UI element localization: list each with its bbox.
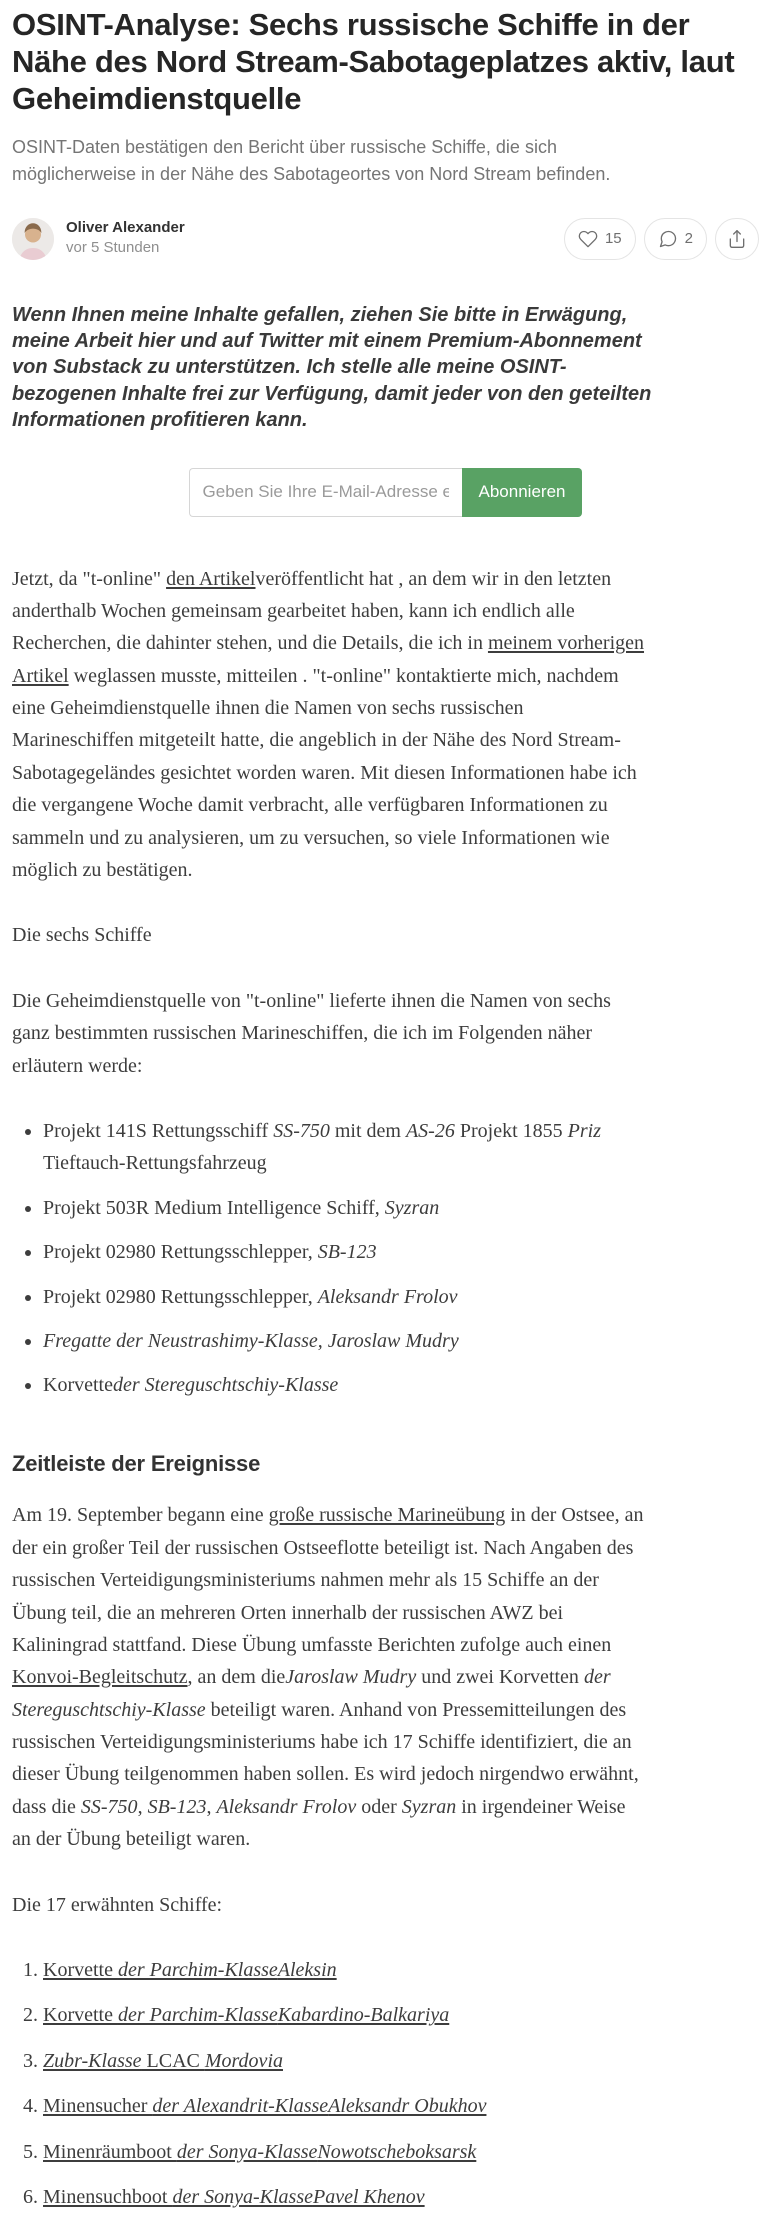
text-segment: mit dem	[329, 1119, 406, 1142]
text-segment: veröffentlicht hat , an dem wir in den letzten anderthalb Wochen gemeinsam gearbeitet haben, kann ich endlich alle Recherchen, die dahinter stehen, und die Details, die ich in	[12, 567, 612, 655]
text-segment: oder	[356, 1795, 402, 1818]
text-segment: der Stereguschtschiy-Klasse	[112, 1374, 339, 1397]
text-segment: Priz	[567, 1119, 601, 1142]
inline-link[interactable]: der Parchim-Klasse	[117, 1959, 278, 1982]
email-input[interactable]	[189, 468, 462, 517]
text-segment: Jaroslaw Mudry	[285, 1666, 417, 1689]
text-segment: SB-123	[317, 1241, 377, 1264]
list-item	[43, 2136, 644, 2168]
author-meta	[66, 219, 185, 258]
text-segment: ,	[137, 1795, 148, 1818]
inline-link[interactable]: große russische Marineübung	[268, 1504, 506, 1527]
text-segment: Aleksandr Frolov	[317, 1285, 458, 1308]
intro-paragraph	[12, 563, 644, 887]
source-paragraph: Die Geheimdienstquelle von "t-online" lieferte ihnen die Namen von sechs ganz bestimmten russischen Marineschiffen, die ich im Folgenden näher erläutern werde:	[12, 989, 611, 1077]
text-segment: ,	[206, 1795, 217, 1818]
inline-link[interactable]: der Alexandrit-Klasse	[152, 2095, 329, 2118]
speech-bubble-icon	[658, 229, 678, 249]
text-segment: Projekt 141S Rettungsschiff	[43, 1119, 274, 1142]
text-segment: Am 19. September begann eine	[12, 1504, 269, 1527]
text-segment: Korvette	[43, 1374, 113, 1397]
text-segment: beteiligt waren. Anhand von Pressemitteilungen des russischen Verteidigungsministeriums habe ich 17 Schiffe identifiziert, die an dieser Übung teilgenommen haben sollen. Es wird jedoch nirgendwo erwähnt, dass die	[12, 1698, 639, 1818]
inline-link[interactable]: Pavel Khenov	[312, 2185, 425, 2208]
comment-button[interactable]	[644, 218, 707, 260]
list-item	[43, 1281, 644, 1313]
text-segment: , an dem die	[187, 1666, 286, 1689]
subscribe-form	[12, 468, 759, 517]
text-segment: weglassen musste, mitteilen . "t-online" kontaktierte mich, nachdem eine Geheimdienstquelle ihnen die Namen von sechs russischen Marineschiffen mitgeteilt hatte, die angeblich in der Nähe des Nord Stream-Sabotagegeländes gesichtet worden waren. Mit diesen Informationen habe ich die vergangene Woche damit verbracht, alle verfügbaren Informationen zu sammeln und zu analysieren, um zu versuchen, so viele Informationen wie möglich zu bestätigen.	[12, 664, 637, 882]
text-segment: AS-26	[405, 1119, 455, 1142]
seventeen-ships-heading: Die 17 erwähnten Schiffe:	[12, 1893, 223, 1916]
inline-link[interactable]: Kabardino-Balkariya	[277, 2004, 450, 2027]
inline-link[interactable]: Zubr-Klasse	[43, 2049, 142, 2072]
seventeen-ships-list	[12, 1954, 644, 2213]
inline-link[interactable]: LCAC	[141, 2049, 205, 2072]
text-segment: in irgendeiner Weise an der Übung beteiligt waren.	[12, 1795, 626, 1851]
inline-link[interactable]: Korvette	[43, 2004, 118, 2027]
text-segment: Syzran	[384, 1196, 440, 1219]
inline-link[interactable]: den Artikel	[166, 567, 256, 590]
six-ships-heading: Die sechs Schiffe	[12, 924, 152, 947]
byline-row	[12, 218, 759, 260]
comment-count: 2	[684, 230, 693, 248]
support-promo-text: Wenn Ihnen meine Inhalte gefallen, ziehen Sie bitte in Erwägung, meine Arbeit hier und auf Twitter mit einem Premium-Abonnement von Substack zu unterstützen. Ich stelle alle meine OSINT-bezogenen Inhalte frei zur Verfügung, damit jeder von den geteilten Informationen profitieren kann.	[12, 303, 652, 432]
text-segment: SS-750	[273, 1119, 330, 1142]
text-segment: SB-123	[147, 1795, 207, 1818]
author-block[interactable]	[12, 218, 185, 260]
inline-link[interactable]: Aleksin	[277, 1959, 337, 1982]
post-timestamp: vor 5 Stunden	[66, 238, 160, 256]
post-actions	[564, 218, 759, 260]
inline-link[interactable]: Minensuchboot	[43, 2185, 173, 2208]
list-item	[43, 1325, 644, 1357]
text-segment: Tieftauch-Rettungsfahrzeug	[43, 1152, 267, 1175]
list-item	[43, 2045, 644, 2077]
inline-link[interactable]: Mordovia	[204, 2049, 283, 2072]
subscribe-button[interactable]: Abonnieren	[462, 468, 583, 517]
author-name[interactable]: Oliver Alexander	[66, 219, 185, 237]
inline-link[interactable]: meinem vorherigen Artikel	[12, 632, 645, 687]
text-segment: Projekt 503R Medium Intelligence Schiff,	[43, 1196, 385, 1219]
text-segment: Projekt 1855	[454, 1119, 568, 1142]
list-item	[43, 2090, 644, 2122]
inline-link[interactable]: der Parchim-Klasse	[117, 2004, 278, 2027]
inline-link[interactable]: Konvoi-Begleitschutz	[12, 1666, 188, 1689]
inline-link[interactable]: der Sonya-Klasse	[172, 2185, 313, 2208]
list-item	[43, 1369, 644, 1401]
inline-link[interactable]: Minensucher	[43, 2095, 153, 2118]
text-segment: Fregatte der Neustrashimy-Klasse, Jaroslaw Mudry	[43, 1329, 459, 1352]
avatar-photo	[12, 218, 54, 260]
inline-link[interactable]: Korvette	[43, 1959, 118, 1982]
text-segment: Aleksandr Frolov	[216, 1795, 357, 1818]
list-item	[43, 1115, 644, 1180]
text-segment: Projekt 02980 Rettungsschlepper,	[43, 1285, 318, 1308]
article-body	[12, 563, 644, 2214]
list-item	[43, 1999, 644, 2031]
timeline-heading: Zeitleiste der Ereignisse	[12, 1450, 261, 1476]
share-button[interactable]	[715, 218, 759, 260]
list-item	[43, 1192, 644, 1224]
page-title: OSINT-Analyse: Sechs russische Schiffe in der Nähe des Nord Stream-Sabotageplatzes aktiv, laut Geheimdienstquelle	[12, 7, 735, 117]
inline-link[interactable]: Aleksandr Obukhov	[328, 2095, 487, 2118]
text-segment: und zwei Korvetten	[416, 1666, 584, 1689]
like-count: 15	[604, 230, 622, 248]
inline-link[interactable]: Minenräumboot	[43, 2140, 177, 2163]
text-segment: in der Ostsee, an der ein großer Teil der russischen Ostseeflotte beteiligt ist. Nach Angaben des russischen Verteidigungsministeriums nahmen mehr als 15 Schiffe an der Übung teil, die an mehreren Orten innerhalb der russischen AWZ bei Kaliningrad stattfand. Diese Übung umfasste Berichten zufolge auch einen	[12, 1504, 644, 1656]
text-segment: der Stereguschtschiy-Klasse	[12, 1666, 611, 1721]
timeline-paragraph	[12, 1499, 644, 1855]
inline-link[interactable]: der Sonya-Klasse	[176, 2140, 318, 2163]
list-item	[43, 1236, 644, 1268]
ship-bullet-list	[12, 1115, 644, 1402]
list-item	[43, 1954, 644, 1986]
page-subtitle: OSINT-Daten bestätigen den Bericht über russische Schiffe, die sich möglicherweise in der Nähe des Sabotageortes von Nord Stream befinden.	[12, 136, 611, 184]
like-button[interactable]	[564, 218, 636, 260]
avatar[interactable]	[12, 218, 54, 260]
text-segment: SS-750	[80, 1795, 138, 1818]
text-segment: Syzran	[401, 1795, 457, 1818]
text-segment: Jetzt, da "t-online"	[12, 567, 167, 590]
list-item	[43, 2181, 644, 2213]
share-icon	[727, 229, 747, 249]
inline-link[interactable]: Nowotscheboksarsk	[317, 2140, 477, 2163]
heart-icon	[578, 229, 598, 249]
text-segment: Projekt 02980 Rettungsschlepper,	[43, 1241, 318, 1264]
